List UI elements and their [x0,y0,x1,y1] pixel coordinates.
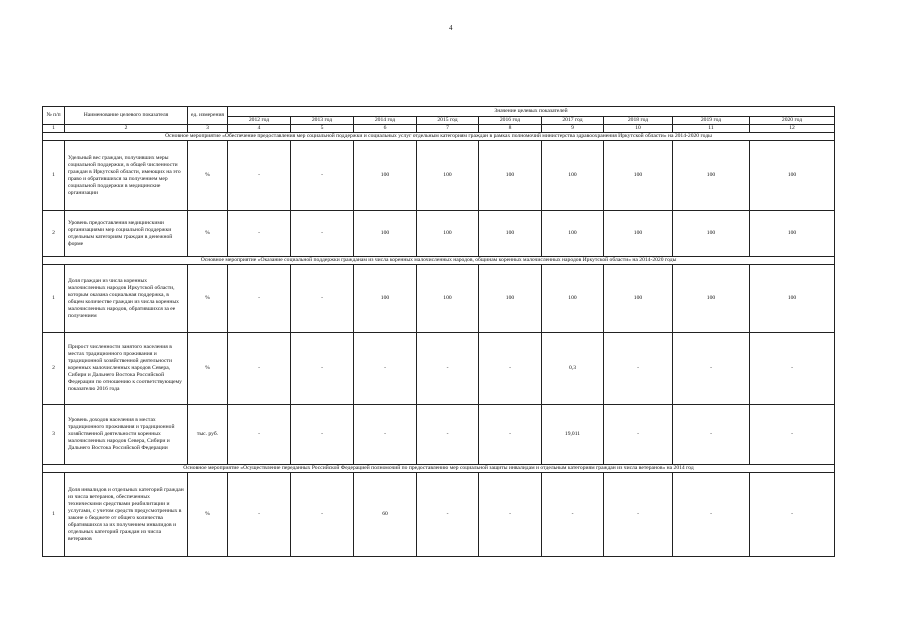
unit-cell: % [188,141,228,211]
value-cell: 100 [673,211,750,257]
section-row [43,465,835,473]
row-number: 1 [43,265,65,333]
value-cell: - [479,333,542,405]
row-number: 3 [43,405,65,465]
value-cell: - [604,473,673,557]
indicator-name: Удельный вес граждан, получивших меры социальной поддержки, в общей численности граждан в Иркутской области, имеющих на это право и обратившихся за получением мер социальной поддержки в медицинские организации [65,141,188,211]
header-name: Наименование целевого показателя [65,107,188,125]
col-number: 3 [188,125,228,133]
indicator-name: Доля инвалидов и отдельных категорий граждан из числа ветеранов, обеспеченных техническими средствами реабилитации и услугами, с учетом средств предусмотренных в законе о бюджете от общего количества обратившихся за их получением инвалидов и отдельных категорий граждан из числа ветеранов [65,473,188,557]
section-title: Основное мероприятие «Осуществление переданных Российской Федерацией полномочий по предоставлению мер социальной защиты инвалидам и отдельным категориям граждан из числа ветеранов» на 2014 год [43,465,835,473]
unit-cell: % [188,473,228,557]
unit-cell: % [188,211,228,257]
value-cell: - [291,473,354,557]
value-cell: - [750,333,835,405]
header-year: 2017 год [542,117,604,125]
col-number: 11 [673,125,750,133]
row-number: 2 [43,211,65,257]
section-row [43,133,835,141]
value-cell: - [750,473,835,557]
value-cell: - [291,405,354,465]
value-cell: 100 [354,141,417,211]
table-row [43,473,835,557]
unit-cell: % [188,333,228,405]
value-cell: 100 [604,211,673,257]
value-cell: - [354,333,417,405]
header-year: 2012 год [228,117,291,125]
value-cell: 100 [750,265,835,333]
value-cell: 100 [354,211,417,257]
value-cell: - [228,333,291,405]
value-cell: 100 [750,141,835,211]
indicators-table [42,106,835,557]
value-cell: 100 [673,141,750,211]
row-number: 1 [43,473,65,557]
col-number: 9 [542,125,604,133]
value-cell: - [479,405,542,465]
value-cell: 19,011 [542,405,604,465]
value-cell: 0,3 [542,333,604,405]
value-cell: 100 [417,141,479,211]
value-cell: - [479,473,542,557]
value-cell: - [228,405,291,465]
header-year: 2020 год [750,117,835,125]
header-year: 2014 год [354,117,417,125]
value-cell: 100 [604,265,673,333]
col-number: 6 [354,125,417,133]
col-number: 2 [65,125,188,133]
value-cell: 100 [750,211,835,257]
header-num: № п/п [43,107,65,125]
indicator-name: Прирост численности занятого населения в местах традиционного проживания и традиционной хозяйственной деятельности коренных малочисленных народов Севера, Сибири и Дальнего Востока Российской Федерации по отношению к соответствующему показателю 2016 года [65,333,188,405]
table-row [43,265,835,333]
section-title: Основное мероприятие «Оказание социальной поддержки гражданам из числа коренных малочисленных народов, общинам коренных малочисленных народов Иркутской области» на 2014-2020 годы [43,257,835,265]
unit-cell: % [188,265,228,333]
value-cell: 100 [604,141,673,211]
value-cell: - [291,141,354,211]
indicator-name: Уровень доходов населения в местах традиционного проживания и традиционной хозяйственной деятельности коренных малочисленных народов Севера, Сибири и Дальнего Востока Российской Федерации [65,405,188,465]
value-cell: 100 [479,141,542,211]
header-year: 2019 год [673,117,750,125]
value-cell: 100 [417,265,479,333]
page-number: 4 [449,24,453,32]
value-cell: - [673,405,750,465]
value-cell: - [673,473,750,557]
table-row [43,333,835,405]
value-cell: 100 [479,211,542,257]
value-cell: - [354,405,417,465]
col-number: 7 [417,125,479,133]
header-values-title: Значение целевых показателей [228,107,835,117]
value-cell: 100 [354,265,417,333]
header-year: 2013 год [291,117,354,125]
col-number: 8 [479,125,542,133]
value-cell: - [604,333,673,405]
value-cell: 100 [542,265,604,333]
value-cell: - [228,265,291,333]
table-row [43,405,835,465]
header-year: 2018 год [604,117,673,125]
value-cell: - [291,333,354,405]
value-cell: - [228,141,291,211]
value-cell: - [228,211,291,257]
section-row [43,257,835,265]
value-cell: 100 [673,265,750,333]
header-unit: ед. измерения [188,107,228,125]
table-body [43,107,835,557]
header-row [43,107,835,117]
indicator-name: Доля граждан из числа коренных малочисленных народов Иркутской области, которым оказана социальная поддержка, в общем количестве граждан из числа коренных малочисленных народов, обратившихся за ее получением [65,265,188,333]
value-cell: - [417,333,479,405]
value-cell: - [673,333,750,405]
col-number: 5 [291,125,354,133]
value-cell: - [604,405,673,465]
value-cell: 100 [542,141,604,211]
value-cell: - [417,405,479,465]
header-year: 2016 год [479,117,542,125]
indicator-name: Уровень предоставления медицинскими организациями мер социальной поддержки отдельным категориям граждан в денежной форме [65,211,188,257]
header-year: 2015 год [417,117,479,125]
value-cell: 100 [542,211,604,257]
value-cell: - [291,265,354,333]
value-cell: 60 [354,473,417,557]
col-number: 10 [604,125,673,133]
section-title: Основное мероприятие «Обеспечение предоставления мер социальной поддержки и социальных услуг отдельным категориям граждан в рамках полномочий министерства здравоохранения Иркутской области» на 2014-2020 годы [43,133,835,141]
table-row [43,141,835,211]
value-cell: - [291,211,354,257]
value-cell: - [750,405,835,465]
col-number: 4 [228,125,291,133]
value-cell: - [417,473,479,557]
table-row [43,211,835,257]
value-cell: - [542,473,604,557]
col-number: 1 [43,125,65,133]
value-cell: 100 [417,211,479,257]
row-number: 2 [43,333,65,405]
row-number: 1 [43,141,65,211]
value-cell: 100 [479,265,542,333]
unit-cell: тыс. руб. [188,405,228,465]
column-numbers-row [43,125,835,133]
col-number: 12 [750,125,835,133]
value-cell: - [228,473,291,557]
